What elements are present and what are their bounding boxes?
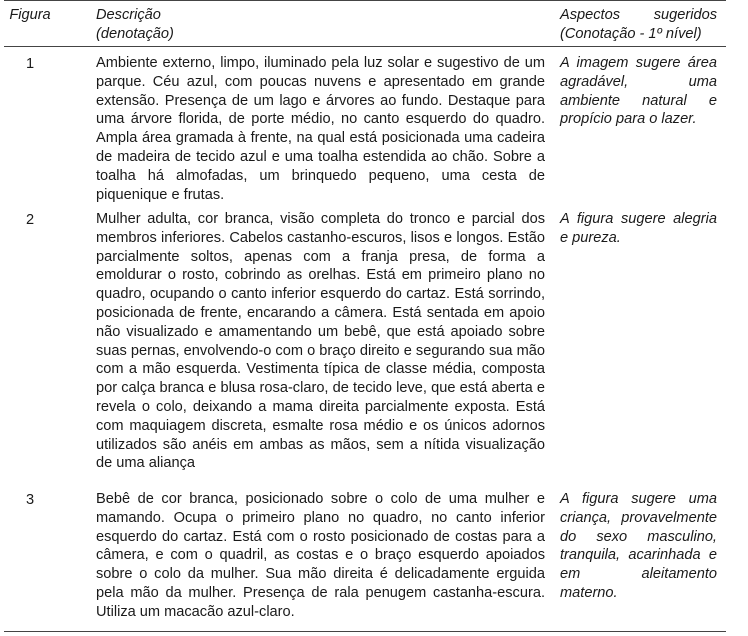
- row-3-figura: 3: [25, 492, 35, 508]
- header-aspectos-sub: (Conotação - 1º nível): [560, 25, 702, 42]
- row-1-aspectos: A imagem sugere área agradável, uma ambiente natural e propício para o lazer.: [560, 55, 717, 128]
- header-descricao-title: Descrição: [96, 7, 161, 23]
- header-aspectos: [560, 6, 717, 44]
- header-aspectos-title: [560, 6, 717, 25]
- row-1-descricao: Ambiente externo, limpo, iluminado pela luz solar e sugestivo de um parque. Céu azul, com poucas nuvens e apresentado em grande extensão. Presença de um lago e árvores ao fundo. Destaque para uma árvore florida, de porte médio, no canto esquerdo do quadro. Ampla área gramada à frente, na qual está posicionada uma cadeira de madeira de tecido azul e uma toalha estendida ao chão. Sobre a toalha há almofadas, um brinquedo pequeno, uma cesta de piquenique e frutas.: [96, 55, 545, 203]
- header-descricao: [96, 6, 396, 44]
- table-bottom-rule: [4, 631, 726, 632]
- row-2-aspectos: A figura sugere alegria e pureza.: [560, 211, 717, 246]
- row-3-aspectos: A figura sugere uma criança, provavelmente do sexo masculino, tranquila, acarinhada e em aleitamento materno.: [560, 491, 717, 601]
- table-top-rule: [4, 0, 726, 1]
- header-rule: [4, 46, 726, 47]
- header-aspectos-word2: sugeridos: [653, 7, 717, 23]
- row-1-figura: 1: [25, 56, 35, 72]
- row-3-descricao: Bebê de cor branca, posicionado sobre o colo de uma mulher e mamando. Ocupa o primeiro plano no quadro, no canto inferior esquerdo do cartaz. Está com o rosto posicionado de costas para a câmera, e com o quadril, as costas e o braço esquerdo apoiados sobre o colo da mulher. Sua mão direita é delicadamente erguida pela mão da mulher. Presença de rala penugem castanha-escura. Utiliza um macacão azul-claro.: [96, 491, 545, 620]
- row-2-figura: 2: [25, 212, 35, 228]
- header-descricao-sub: (denotação): [96, 25, 174, 42]
- row-2-descricao: Mulher adulta, cor branca, visão completa do tronco e parcial dos membros inferiores. Cabelos castanho-escuros, lisos e longos. Estão parcialmente soltos, apenas com a franja presa, de forma a emoldurar o rosto, cobrindo as orelhas. Está em primeiro plano no quadro, ocupando o canto inferior esquerdo do cartaz. Está sorrindo, posicionada de frente, encarando a câmera. Está sentada em apoio não visualizado e amamentando um bebê, que está apoiado sobre suas pernas, envolvendo-o com o braço direito e segurando sua mão com a mão esquerda. Vestimenta típica de classe média, composta por calça branca e blusa rosa-claro, de tecido leve, que está aberta e revela o colo, deixando a mama direita parcialmente exposta. Está com maquiagem discreta, esmalte rosa médio e os únicos adornos utilizados são anéis em ambas as mãos, sem a nítida visualização de uma aliança: [96, 211, 545, 472]
- header-aspectos-word1: Aspectos: [560, 7, 621, 23]
- header-figura: Figura: [9, 7, 51, 23]
